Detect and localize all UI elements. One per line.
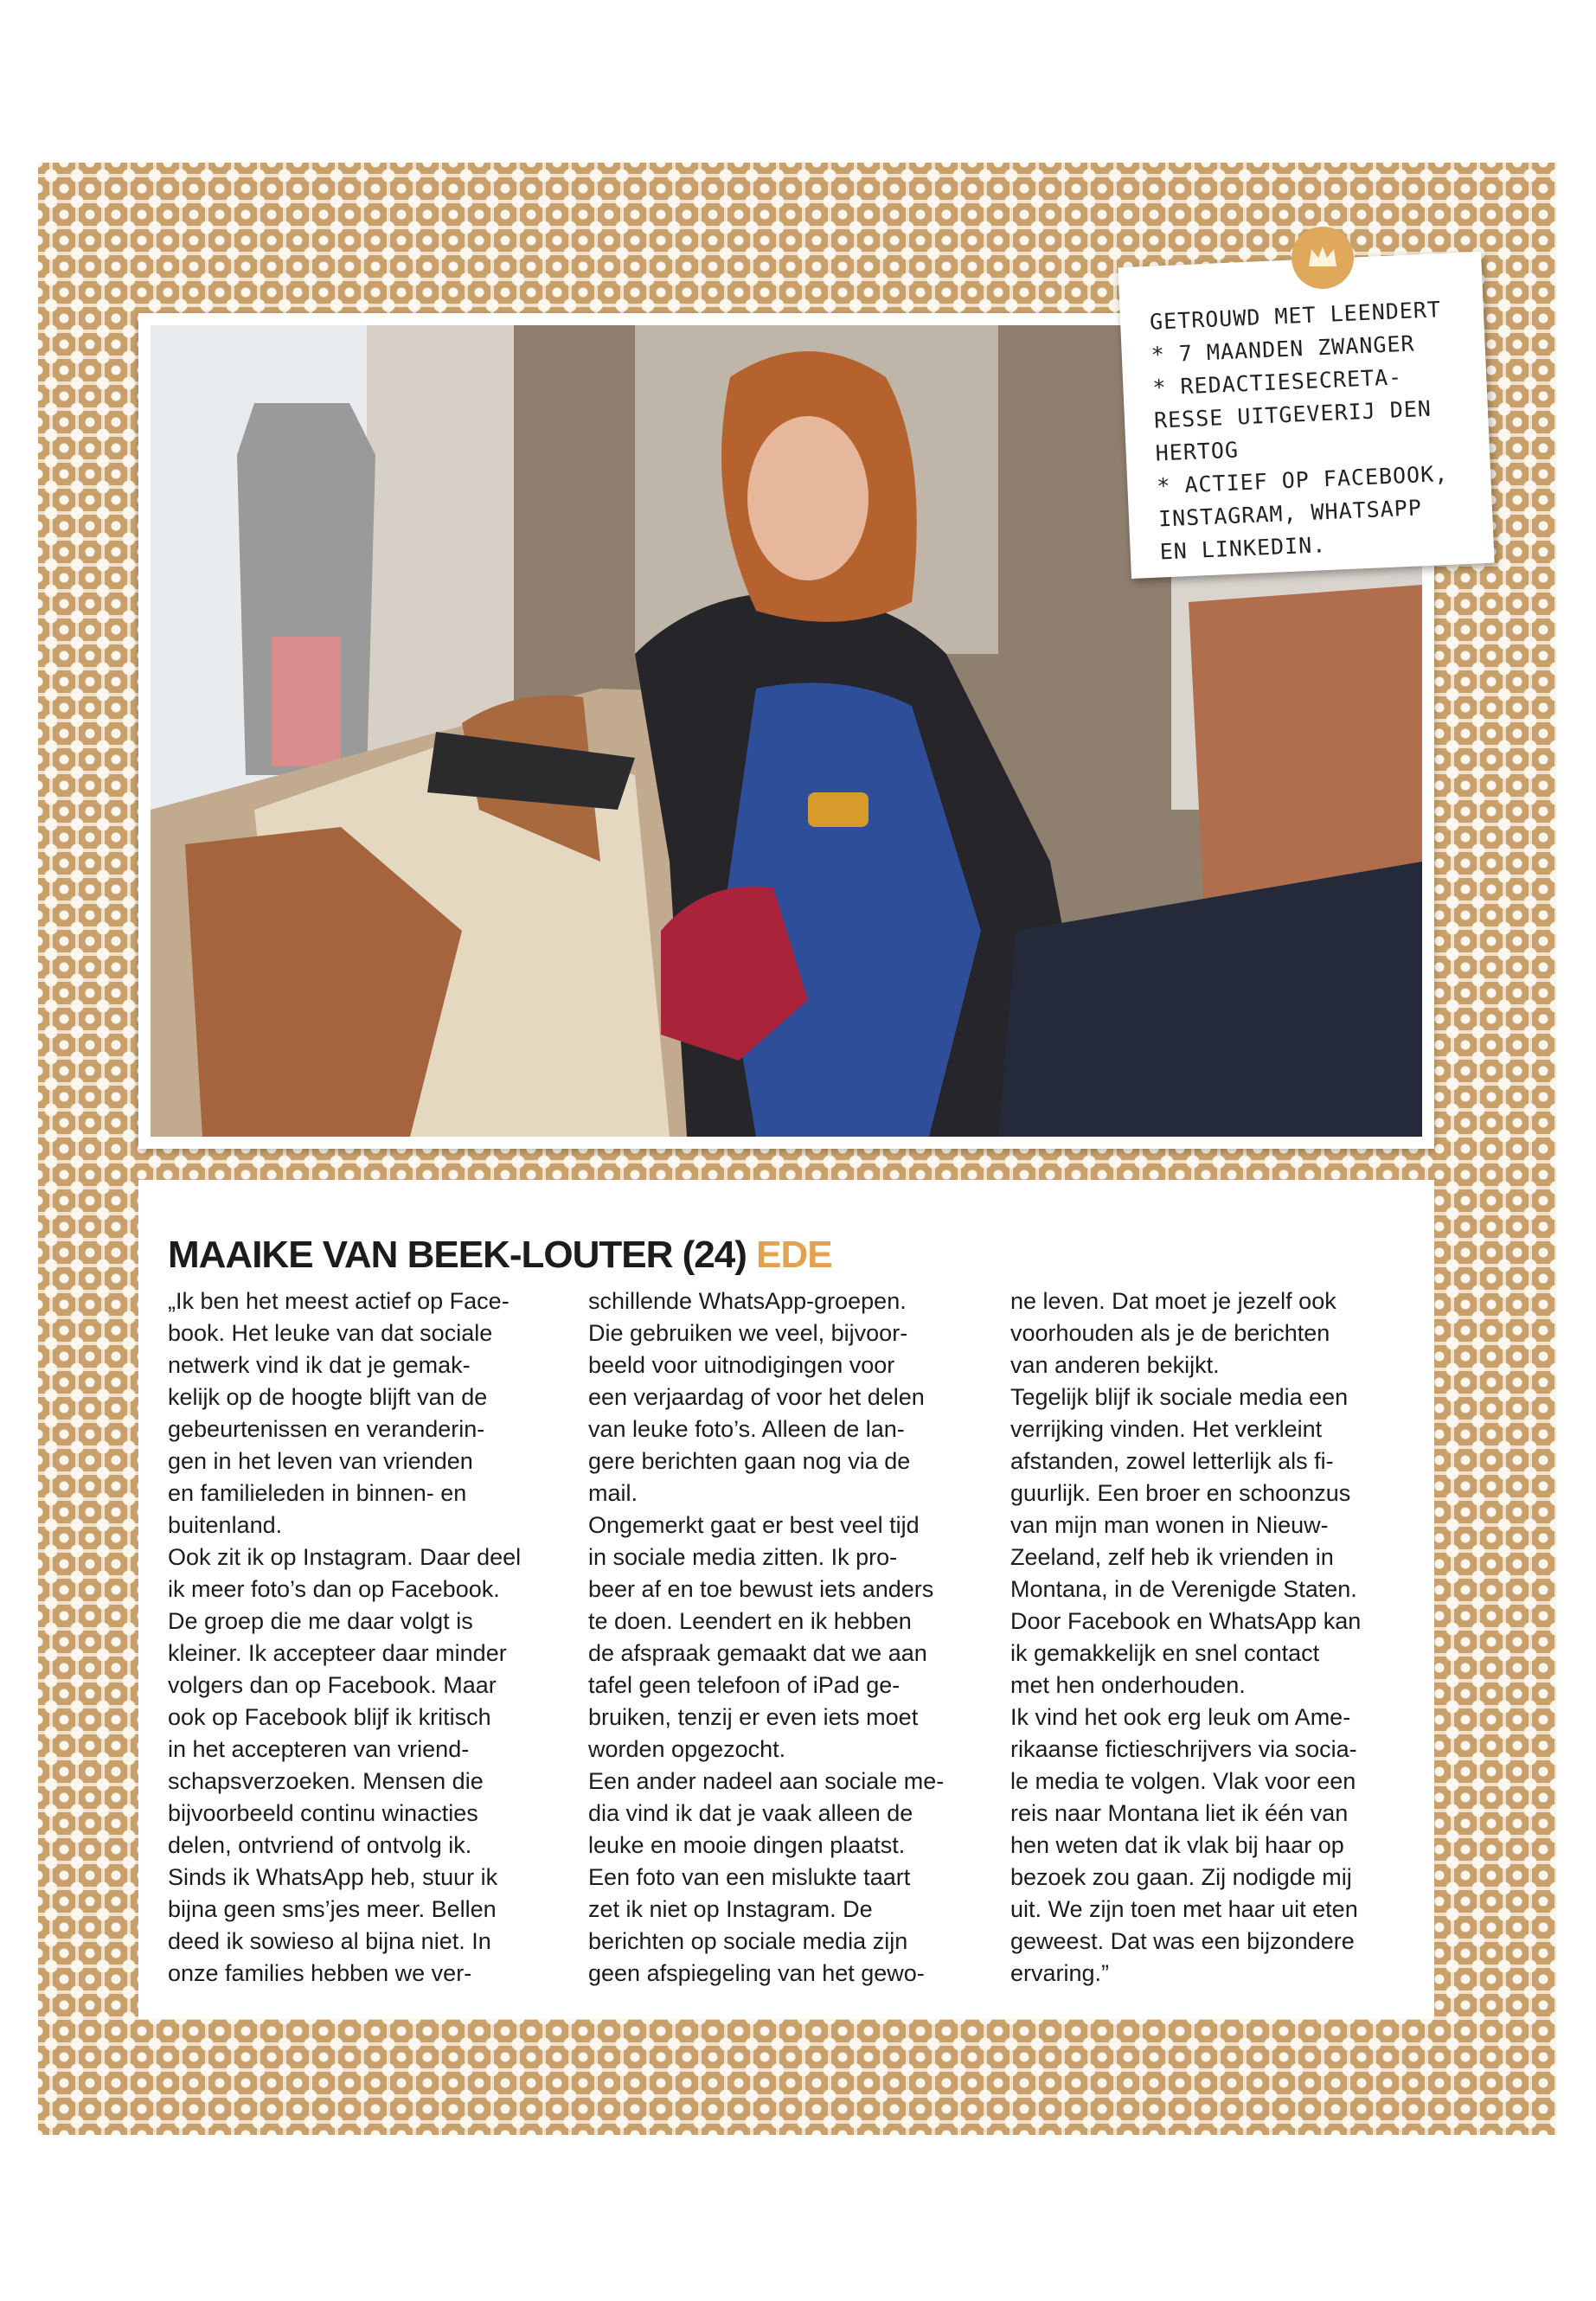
text-line: le media te volgen. Vlak voor een xyxy=(1010,1768,1356,1794)
profile-note xyxy=(1118,252,1494,579)
text-line: verrijking vinden. Het verkleint xyxy=(1010,1416,1323,1442)
text-line: book. Het leuke van dat sociale xyxy=(168,1320,493,1346)
text-line: mail. xyxy=(588,1480,638,1506)
text-line: geen afspiegeling van het gewo- xyxy=(588,1960,925,1986)
text-line: in sociale media zitten. Ik pro- xyxy=(588,1544,898,1570)
text-line: van anderen bekijkt. xyxy=(1010,1352,1220,1378)
text-line: schapsverzoeken. Mensen die xyxy=(168,1768,484,1794)
text-line: ne leven. Dat moet je jezelf ook xyxy=(1010,1288,1336,1314)
text-line: Sinds ik WhatsApp heb, stuur ik xyxy=(168,1864,498,1890)
note-line: EN LINKEDIN. xyxy=(1159,532,1327,565)
text-line: van leuke foto’s. Alleen de lan- xyxy=(588,1416,905,1442)
text-line: zet ik niet op Instagram. De xyxy=(588,1896,873,1922)
text-line: ik gemakkelijk en snel contact xyxy=(1010,1640,1320,1666)
profile-note-text xyxy=(1149,292,1480,569)
text-line: reis naar Montana liet ik één van xyxy=(1010,1800,1349,1826)
text-line: met hen onderhouden. xyxy=(1010,1672,1246,1698)
article-box xyxy=(138,1180,1434,2019)
text-line: en familieleden in binnen- en xyxy=(168,1480,467,1506)
text-line: Ik vind het ook erg leuk om Ame- xyxy=(1010,1704,1351,1730)
text-line: Ook zit ik op Instagram. Daar deel xyxy=(168,1544,522,1570)
text-line: voorhouden als je de berichten xyxy=(1010,1320,1330,1346)
text-line: geweest. Dat was een bijzondere xyxy=(1010,1928,1355,1954)
text-line: guurlijk. Een broer en schoonzus xyxy=(1010,1480,1351,1506)
text-line: hen weten dat ik vlak bij haar op xyxy=(1010,1832,1344,1858)
text-line: Tegelijk blijf ik sociale media een xyxy=(1010,1384,1349,1410)
text-line: De groep die me daar volgt is xyxy=(168,1608,473,1634)
text-line: een verjaardag of voor het delen xyxy=(588,1384,925,1410)
text-line: ook op Facebook blijf ik kritisch xyxy=(168,1704,491,1730)
article-column-1 xyxy=(168,1285,561,1990)
text-line: leuke en mooie dingen plaatst. xyxy=(588,1832,906,1858)
text-line: schillende WhatsApp-groepen. xyxy=(588,1288,907,1314)
text-line: delen, ontvriend of ontvolg ik. xyxy=(168,1832,472,1858)
text-line: gebeurtenissen en veranderin- xyxy=(168,1416,485,1442)
article-headline xyxy=(168,1234,832,1277)
article-column-2 xyxy=(588,1285,982,1990)
note-line: INSTAGRAM, WHATSAPP xyxy=(1157,495,1423,532)
text-line: afstanden, zowel letterlijk als fi- xyxy=(1010,1448,1334,1474)
text-line: onze families hebben we ver- xyxy=(168,1960,472,1986)
text-line: Een ander nadeel aan sociale me- xyxy=(588,1768,945,1794)
text-line: kelijk op de hoogte blijft van de xyxy=(168,1384,488,1410)
note-line: * REDACTIESECRETA- xyxy=(1151,364,1403,401)
text-line: Zeeland, zelf heb ik vrienden in xyxy=(1010,1544,1334,1570)
crown-icon xyxy=(1307,244,1338,270)
text-line: kleiner. Ik accepteer daar minder xyxy=(168,1640,507,1666)
note-line: RESSE UITGEVERIJ DEN xyxy=(1153,395,1433,433)
text-line: ik meer foto’s dan op Facebook. xyxy=(168,1576,500,1602)
text-line: rikaanse fictieschrijvers via socia- xyxy=(1010,1736,1357,1762)
note-line: GETROUWD MET LEENDERT xyxy=(1149,297,1442,335)
person-name: MAAIKE VAN BEEK-LOUTER (24) xyxy=(168,1234,747,1276)
text-line: van mijn man wonen in Nieuw- xyxy=(1010,1512,1329,1538)
note-pin xyxy=(1292,227,1354,289)
text-line: ervaring.” xyxy=(1010,1960,1110,1986)
text-line: bijvoorbeeld continu winacties xyxy=(168,1800,478,1826)
text-line: buitenland. xyxy=(168,1512,283,1538)
person-city: EDE xyxy=(756,1234,832,1276)
text-line: worden opgezocht. xyxy=(588,1736,786,1762)
note-line: * 7 MAANDEN ZWANGER xyxy=(1151,330,1416,368)
text-line: volgers dan op Facebook. Maar xyxy=(168,1672,497,1698)
text-line: Montana, in de Verenigde Staten. xyxy=(1010,1576,1357,1602)
text-line: in het accepteren van vriend- xyxy=(168,1736,470,1762)
text-line: beeld voor uitnodigingen voor xyxy=(588,1352,895,1378)
text-line: deed ik sowieso al bijna niet. In xyxy=(168,1928,491,1954)
text-line: Ongemerkt gaat er best veel tijd xyxy=(588,1512,920,1538)
text-line: de afspraak gemaakt dat we aan xyxy=(588,1640,927,1666)
note-line: HERTOG xyxy=(1155,437,1240,466)
text-line: berichten op sociale media zijn xyxy=(588,1928,908,1954)
text-line: Die gebruiken we veel, bijvoor- xyxy=(588,1320,908,1346)
text-line: bezoek zou gaan. Zij nodigde mij xyxy=(1010,1864,1352,1890)
article-column-3 xyxy=(1010,1285,1404,1990)
note-line: * ACTIEF OP FACEBOOK, xyxy=(1156,460,1449,499)
text-line: Door Facebook en WhatsApp kan xyxy=(1010,1608,1362,1634)
text-line: dia vind ik dat je vaak alleen de xyxy=(588,1800,913,1826)
text-line: Een foto van een mislukte taart xyxy=(588,1864,911,1890)
text-line: bruiken, tenzij er even iets moet xyxy=(588,1704,919,1730)
text-line: beer af en toe bewust iets anders xyxy=(588,1576,934,1602)
text-line: gere berichten gaan nog via de xyxy=(588,1448,911,1474)
text-line: te doen. Leendert en ik hebben xyxy=(588,1608,912,1634)
text-line: tafel geen telefoon of iPad ge- xyxy=(588,1672,901,1698)
text-line: gen in het leven van vrienden xyxy=(168,1448,473,1474)
text-line: bijna geen sms’jes meer. Bellen xyxy=(168,1896,497,1922)
text-line: uit. We zijn toen met haar uit eten xyxy=(1010,1896,1358,1922)
text-line: „Ik ben het meest actief op Face- xyxy=(168,1288,510,1314)
text-line: netwerk vind ik dat je gemak- xyxy=(168,1352,471,1378)
